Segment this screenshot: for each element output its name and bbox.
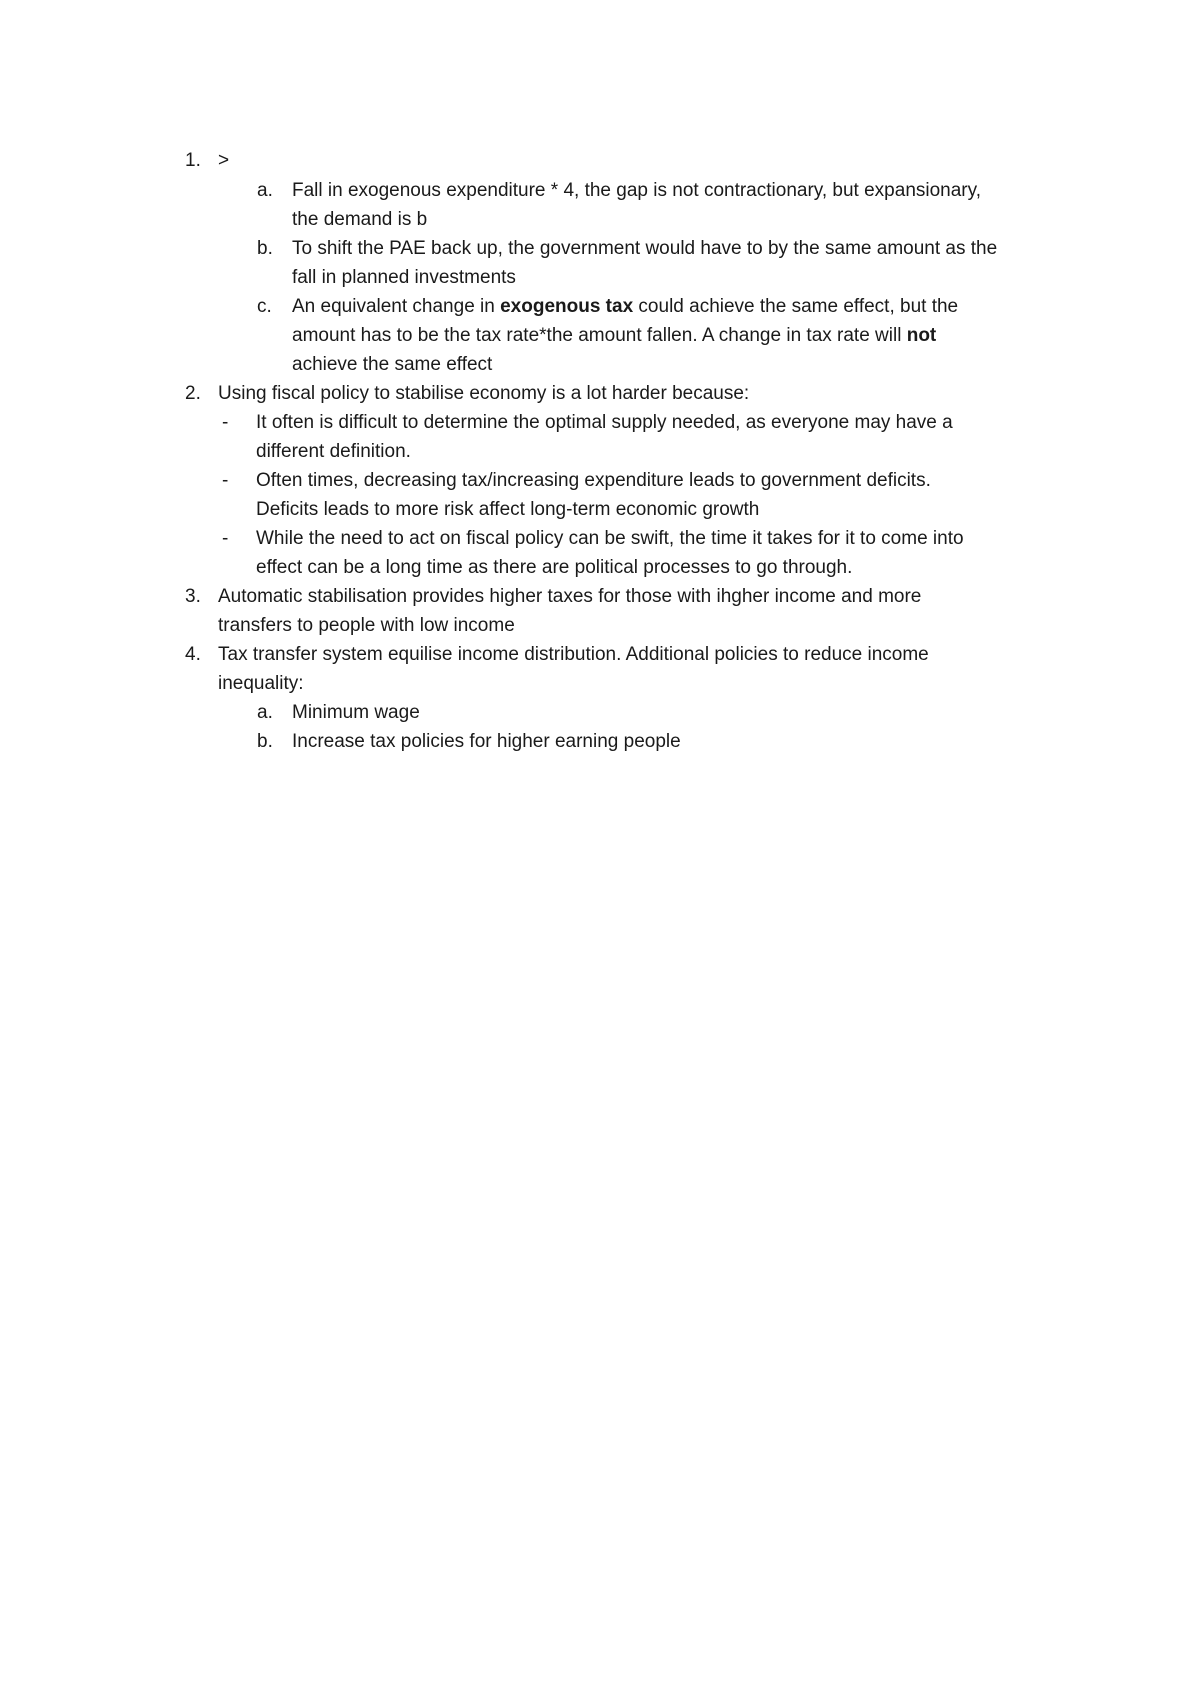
sublist-marker-1c: c. <box>257 296 272 317</box>
bullet-marker-2-1: - <box>222 412 229 433</box>
sublist-1c-line-3: achieve the same effect <box>292 354 493 375</box>
list-item-4-line-2: inequality: <box>218 673 304 694</box>
bullet-marker-2-2: - <box>222 470 229 491</box>
sublist-marker-1b: b. <box>257 238 273 259</box>
list-number-1: 1. <box>185 150 201 171</box>
sublist-4a-text: Minimum wage <box>292 702 420 723</box>
sublist-marker-4a: a. <box>257 702 273 723</box>
sublist-1c-line-2 <box>292 321 936 350</box>
sublist-1c-line-2-pre: amount has to be the tax rate*the amount fallen. A change in tax rate will <box>292 325 907 346</box>
sublist-1c-line-1-post: could achieve the same effect, but the <box>633 296 959 317</box>
bullet-2-2-line-1: Often times, decreasing tax/increasing expenditure leads to government deficits. <box>256 470 931 491</box>
sublist-1c-line-1-bold: exogenous tax <box>500 296 634 317</box>
list-item-2-text: Using fiscal policy to stabilise economy is a lot harder because: <box>218 383 750 404</box>
list-item-3-line-2: transfers to people with low income <box>218 615 515 636</box>
list-number-2: 2. <box>185 383 201 404</box>
sublist-1a-line-2: the demand is b <box>292 209 428 230</box>
bullet-marker-2-3: - <box>222 528 229 549</box>
bullet-2-1-line-2: different definition. <box>256 441 411 462</box>
list-item-1-text: > <box>218 150 230 171</box>
sublist-marker-4b: b. <box>257 731 273 752</box>
list-item-4-line-1: Tax transfer system equilise income distribution. Additional policies to reduce income <box>218 644 929 665</box>
sublist-4b-text: Increase tax policies for higher earning people <box>292 731 681 752</box>
sublist-marker-1a: a. <box>257 180 273 201</box>
sublist-1c-line-1 <box>292 292 958 321</box>
sublist-1a-line-1: Fall in exogenous expenditure * 4, the gap is not contractionary, but expansionary, <box>292 180 982 201</box>
sublist-1c-line-2-bold: not <box>906 325 937 346</box>
bullet-2-3-line-1: While the need to act on fiscal policy can be swift, the time it takes for it to come into <box>256 528 964 549</box>
sublist-1b-line-2: fall in planned investments <box>292 267 516 288</box>
sublist-1b-line-1: To shift the PAE back up, the government would have to by the same amount as the <box>292 238 998 259</box>
bullet-2-2-line-2: Deficits leads to more risk affect long-term economic growth <box>256 499 760 520</box>
bullet-2-1-line-1: It often is difficult to determine the optimal supply needed, as everyone may have a <box>256 412 953 433</box>
sublist-1c-line-1-pre: An equivalent change in <box>292 296 501 317</box>
list-number-3: 3. <box>185 586 201 607</box>
list-number-4: 4. <box>185 644 201 665</box>
list-item-3-line-1: Automatic stabilisation provides higher taxes for those with ihgher income and more <box>218 586 922 607</box>
bullet-2-3-line-2: effect can be a long time as there are political processes to go through. <box>256 557 853 578</box>
